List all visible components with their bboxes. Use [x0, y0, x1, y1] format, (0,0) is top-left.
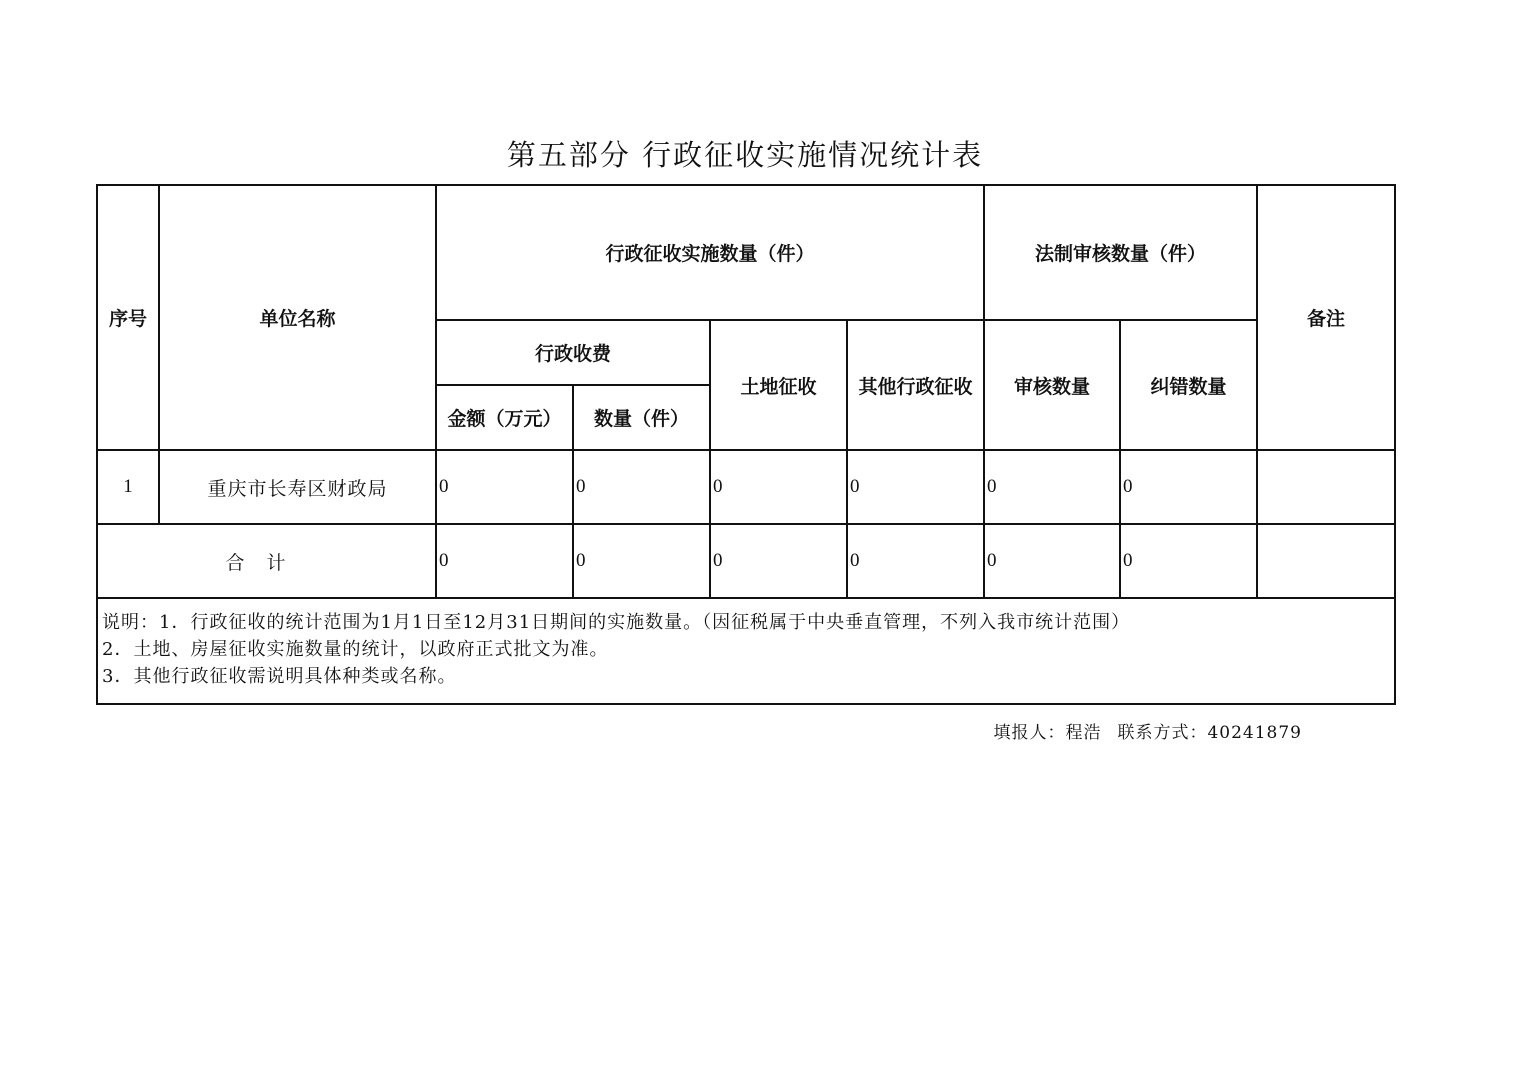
total-correction-count: 0 — [1120, 524, 1257, 598]
row-seq: 1 — [97, 450, 159, 524]
header-collection-count: 行政征收实施数量（件） — [436, 185, 984, 320]
page-title: 第五部分 行政征收实施情况统计表 — [506, 138, 984, 172]
header-seq: 序号 — [97, 185, 159, 450]
row-quantity: 0 — [573, 450, 710, 524]
header-other-collection: 其他行政征收 — [847, 320, 984, 450]
note-line-2: 2．土地、房屋征收实施数量的统计，以政府正式批文为准。 — [102, 639, 609, 660]
total-quantity: 0 — [573, 524, 710, 598]
row-remarks — [1257, 450, 1395, 524]
header-quantity: 数量（件） — [573, 385, 710, 450]
row-correction-count: 0 — [1120, 450, 1257, 524]
note-line-3: 3．其他行政征收需说明具体种类或名称。 — [102, 666, 457, 687]
total-remarks — [1257, 524, 1395, 598]
notes — [97, 598, 1395, 704]
row-unit-name: 重庆市长寿区财政局 — [159, 450, 436, 524]
row-amount: 0 — [436, 450, 573, 524]
total-label: 合计 — [97, 524, 436, 598]
header-remarks: 备注 — [1257, 185, 1395, 450]
header-amount: 金额（万元） — [436, 385, 573, 450]
total-review-count: 0 — [984, 524, 1120, 598]
row-review-count: 0 — [984, 450, 1120, 524]
header-unit-name: 单位名称 — [159, 185, 436, 450]
header-correction-count: 纠错数量 — [1120, 320, 1257, 450]
total-land-collection: 0 — [710, 524, 847, 598]
total-row — [97, 524, 1395, 598]
total-amount: 0 — [436, 524, 573, 598]
header-land-collection: 土地征收 — [710, 320, 847, 450]
row-other-collection: 0 — [847, 450, 984, 524]
statistics-table — [96, 184, 1396, 705]
total-other-collection: 0 — [847, 524, 984, 598]
filler-contact: 联系方式：40241879 — [1117, 723, 1302, 743]
header-review-count: 审核数量 — [984, 320, 1120, 450]
filler-info — [96, 718, 1302, 743]
note-line-1: 说明：1．行政征收的统计范围为1月1日至12月31日期间的实施数量。（因征税属于中央垂直管理，不列入我市统计范围） — [102, 612, 1131, 633]
row-land-collection: 0 — [710, 450, 847, 524]
header-admin-fees: 行政收费 — [436, 320, 710, 385]
table-row — [97, 450, 1395, 524]
header-legal-review-count: 法制审核数量（件） — [984, 185, 1257, 320]
filler-name: 填报人：程浩 — [993, 723, 1102, 743]
